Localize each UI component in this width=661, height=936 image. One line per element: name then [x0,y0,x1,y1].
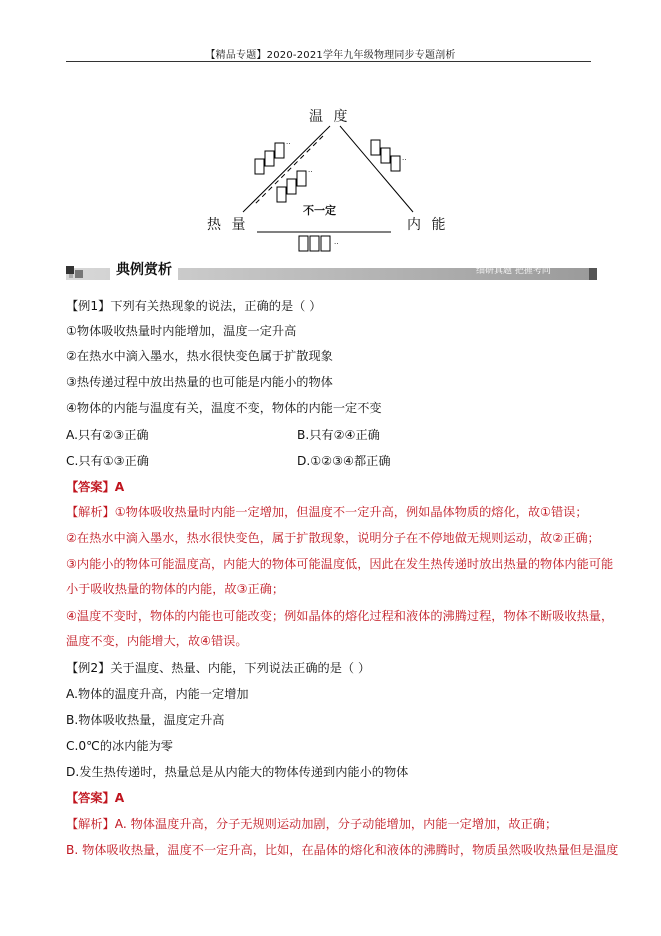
example1-analysis-line: ③内能小的物体可能温度高，内能大的物体可能温度低，因此在发生热传递时放出热量的物体内能可能 [66,557,614,571]
example2-analysis-line: 【解析】A. 物体温度升高，分子无规则运动加剧，分子动能增加，内能一定增加，故正确； [66,817,558,831]
example2-answer: 【答案】A [66,791,125,805]
relationship-diagram [195,104,455,254]
example1-statement: ②在热水中滴入墨水，热水很快变色属于扩散现象 [66,349,333,363]
example1-option-a: A.只有②③正确 [66,428,149,442]
header-rule [66,61,591,62]
example1-option-d: D.①②③④都正确 [297,454,391,468]
banner-slogan: 细研真题 把握考向 [476,266,551,276]
example1-question: 【例1】下列有关热现象的说法，正确的是（ ） [66,299,322,313]
diagram-label-internal-energy: 内 能 [407,217,449,233]
example1-analysis-line: 温度不变，内能增大，故④错误。 [66,634,248,648]
page-header: 【精品专题】2020-2021学年九年级物理同步专题剖析 [205,50,456,61]
example1-statement: ④物体的内能与温度有关，温度不变，物体的内能一定不变 [66,401,382,415]
example1-option-b: B.只有②④正确 [297,428,380,442]
example1-analysis-line: 【解析】①物体吸收热量时内能一定增加，但温度不一定升高，例如晶体物质的熔化，故①错误； [66,505,588,519]
diagram-label-not-necessarily: 不一定 [303,204,336,217]
banner-logo-icon [66,264,88,280]
banner-title: 典例赏析 [110,260,178,280]
example1-analysis-line: 小于吸收热量的物体的内能，故③正确； [66,582,285,596]
svg-text:··: ·· [286,140,291,148]
example2-option: A.物体的温度升高，内能一定增加 [66,687,249,701]
example2-analysis-line: B. 物体吸收热量，温度不一定升高，比如，在晶体的熔化和液体的沸腾时，物质虽然吸收热量但是温度 [66,843,619,857]
svg-text:··: ·· [334,240,339,248]
example1-statement: ③热传递过程中放出热量的也可能是内能小的物体 [66,375,333,389]
section-banner [66,260,597,282]
example2-option: C.0℃的冰内能为零 [66,739,173,753]
example1-answer: 【答案】A [66,480,125,494]
svg-text:··: ·· [402,156,407,164]
example1-option-c: C.只有①③正确 [66,454,149,468]
diagram-label-temperature: 温 度 [309,109,351,125]
banner-end-block [589,268,597,280]
example1-analysis-line: ②在热水中滴入墨水，热水很快变色，属于扩散现象，说明分子在不停地做无规则运动，故②正确； [66,531,600,545]
example1-analysis-line: ④温度不变时，物体的内能也可能改变；例如晶体的熔化过程和液体的沸腾过程，物体不断吸收热量， [66,609,614,623]
example2-question: 【例2】关于温度、热量、内能，下列说法正确的是（ ） [66,661,371,675]
diagram-label-heat: 热 量 [207,217,249,233]
example1-statement: ①物体吸收热量时内能增加，温度一定升高 [66,324,297,338]
svg-text:··: ·· [308,168,313,176]
example2-option: D.发生热传递时，热量总是从内能大的物体传递到内能小的物体 [66,765,409,779]
example2-option: B.物体吸收热量，温度定升高 [66,713,225,727]
